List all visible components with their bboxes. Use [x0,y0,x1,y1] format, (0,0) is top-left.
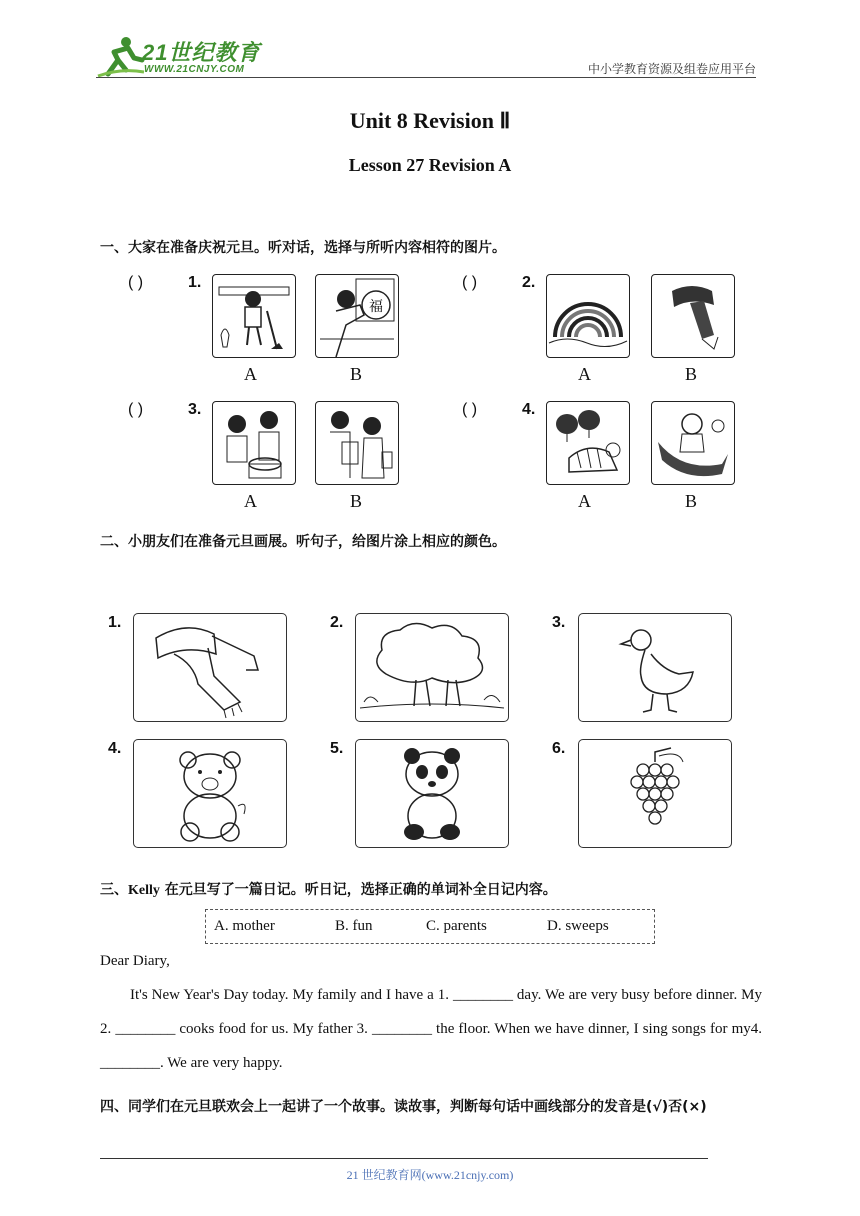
word-option: D. sweeps [547,918,609,934]
word-option: C. parents [426,918,487,934]
footer-text: 21 世纪教育网(www.21cnjy.com) [346,1168,514,1182]
footer-divider [100,1158,708,1159]
option-b-label: B [685,491,698,511]
question-number: 1. [188,274,202,291]
boy-fu-decoration-icon[interactable] [315,274,399,358]
word-option: B. fun [335,918,373,934]
teddy-bear-icon[interactable] [133,739,287,848]
logo-url: WWW.21CNJY.COM [144,64,245,75]
option-b-label: B [350,491,363,511]
item-number: 5. [330,740,344,757]
header-platform-text: 中小学教育资源及组卷应用平台 [587,62,756,76]
word-option: A. mother [214,918,275,934]
answer-paren[interactable]: ( ) [462,401,478,418]
boy-fish-icon[interactable] [651,401,735,485]
trees-icon[interactable] [355,613,509,722]
rainbow-icon[interactable] [546,274,630,358]
item-number: 3. [552,614,566,631]
item-number: 4. [108,740,122,757]
question-number: 4. [522,401,536,418]
item-number: 6. [552,740,566,757]
question-number: 2. [522,274,536,291]
option-b-label: B [685,364,698,384]
grapes-icon[interactable] [578,739,732,848]
unit-title: Unit 8 Revision Ⅱ [349,108,511,133]
option-a-label: A [244,364,257,384]
item-number: 2. [330,614,344,631]
answer-paren[interactable]: ( ) [128,401,144,418]
duck-icon[interactable] [578,613,732,722]
lanterns-tiger-icon[interactable] [546,401,630,485]
option-a-label: A [244,491,257,511]
runner-logo-icon [96,34,146,78]
diary-paragraph: It's New Year's Day today. My family and I have a 1. ________ day. We are very busy before dinner. My 2. ________ cooks food for us. My father 3. ________ the floor. When we have dinner, I sing songs for my4. ________. We are very happy. [100,987,762,1071]
panda-icon[interactable] [355,739,509,848]
option-a-label: A [578,364,591,384]
lesson-title: Lesson 27 Revision A [348,155,512,175]
diary-greeting: Dear Diary, [100,953,170,969]
answer-paren[interactable]: ( ) [462,274,478,291]
svg-text:福: 福 [369,299,383,315]
option-a-label: A [578,491,591,511]
section4-heading: 四、同学们在元旦联欢会上一起讲了一个故事。读故事，判断每句话中画线部分的发音是(√)否(×) [100,1099,707,1115]
scarf-icon[interactable] [651,274,735,358]
item-number: 1. [108,614,122,631]
shopping-family-icon[interactable] [315,401,399,485]
sweeping-boy-icon[interactable] [212,274,296,358]
section1-heading: 一、大家在准备庆祝元旦。听对话，选择与所听内容相符的图片。 [100,240,506,256]
section2-heading: 二、小朋友们在准备元旦画展。听句子，给图片涂上相应的颜色。 [100,534,506,550]
option-b-label: B [350,364,363,384]
section3-heading: 三、Kelly 在元旦写了一篇日记。听日记，选择正确的单词补全日记内容。 [100,882,557,898]
logo-text: 21世纪教育 [142,40,261,65]
answer-paren[interactable]: ( ) [128,274,144,291]
scarf-icon[interactable] [133,613,287,722]
cooking-family-icon[interactable] [212,401,296,485]
question-number: 3. [188,401,202,418]
header-divider [96,77,756,78]
